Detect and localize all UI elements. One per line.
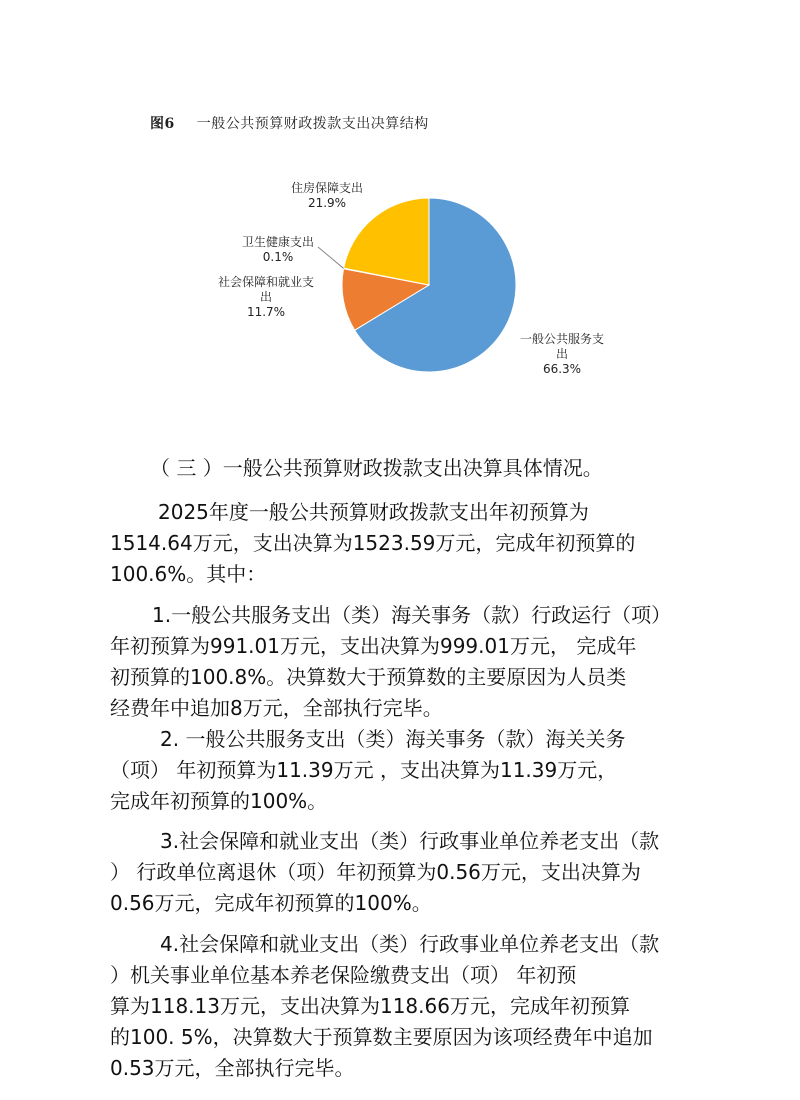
text-line: 完成年初预算的100%。	[110, 789, 328, 813]
pie-slice-label: 出	[259, 290, 273, 304]
pie-slice-label: 住房保障支出	[290, 181, 364, 195]
pie-slice-percent: 11.7%	[246, 305, 286, 319]
text-line: 2. 一般公共服务支出（类）海关事务（款）海关关务	[160, 727, 626, 751]
text-line: 3.社会保障和就业支出（类）行政事业单位养老支出（款	[160, 829, 660, 853]
text-line: 0.53万元，全部执行完毕。	[110, 1056, 355, 1080]
text-line: （项） 年初预算为11.39万元 ，支出决算为11.39万元，	[110, 758, 618, 782]
text-line: 经费年中追加8万元，全部执行完毕。	[110, 696, 443, 720]
text-line: 100.6%。其中：	[110, 562, 267, 586]
pie-slice-label: 一般公共服务支	[519, 332, 605, 346]
pie-slice-label: 卫生健康支出	[241, 235, 315, 249]
text-line: 的100. 5%，决算数大于预算数主要原因为该项经费年中追加	[110, 1025, 653, 1049]
text-line: 4.社会保障和就业支出（类）行政事业单位养老支出（款	[160, 932, 660, 956]
figure-number: 图6	[150, 116, 175, 132]
body-paragraph	[110, 600, 700, 724]
text-line: 年初预算为991.01万元，支出决算为999.01万元， 完成年	[110, 634, 637, 658]
figure-caption: 一般公共预算财政拨款支出决算结构	[196, 116, 429, 132]
pie-slice-percent: 66.3%	[542, 362, 582, 376]
body-paragraph	[110, 724, 700, 817]
text-line: 初预算的100.8%。决算数大于预算数的主要原因为人员类	[110, 665, 627, 689]
pie-slices	[342, 198, 516, 372]
text-line: 1.一般公共服务支出（类）海关事务（款）行政运行（项）	[152, 603, 672, 627]
text-line: 算为118.13万元，支出决算为118.66万元，完成年初预算	[110, 994, 630, 1018]
pie-slice-percent: 21.9%	[307, 196, 347, 210]
text-line: 1514.64万元，支出决算为1523.59万元，完成年初预算的	[110, 531, 636, 555]
section-heading: （ 三 ）一般公共预算财政拨款支出决算具体情况。	[150, 456, 603, 480]
text-line: 0.56万元，完成年初预算的100%。	[110, 891, 432, 915]
body-paragraph	[110, 929, 700, 1084]
pie-slice-label: 社会保障和就业支	[217, 275, 315, 289]
pie-chart	[0, 0, 800, 440]
body-paragraph	[110, 497, 700, 590]
body-paragraph	[110, 826, 700, 919]
pie-slice-percent: 0.1%	[262, 250, 294, 264]
pie-slice-label: 出	[555, 347, 569, 361]
text-line: 2025年度一般公共预算财政拨款支出年初预算为	[158, 500, 589, 524]
text-line: ） 行政单位离退休（项）年初预算为0.56万元，支出决算为	[110, 860, 641, 884]
pie-leader-line	[318, 247, 344, 268]
text-line: ）机关事业单位基本养老保险缴费支出（项） 年初预	[110, 963, 577, 987]
